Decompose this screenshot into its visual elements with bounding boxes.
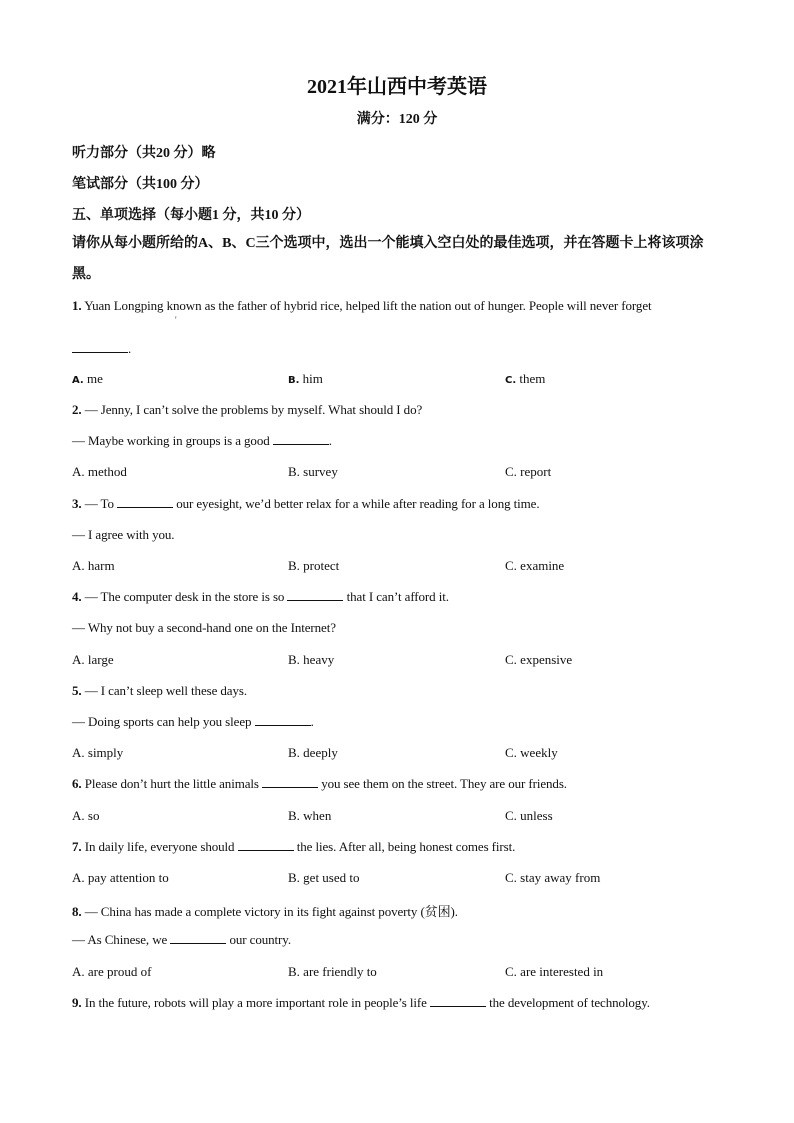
question-text: . (328, 433, 332, 448)
question-text: our country. (229, 932, 291, 947)
question-text: — China has made a complete victory in its fight against poverty (贫困). (84, 904, 458, 919)
answer-blank (287, 590, 343, 601)
full-score: 满分：120 分 (356, 112, 438, 127)
question-text: — The computer desk in the store is so (84, 589, 285, 604)
question-5-line-2 (72, 714, 732, 730)
question-text: Yuan Longping known as the father of hybrid rice, helped lift the nation out of hunger. People will never forget (84, 298, 652, 313)
listening-section: 听力部分（共20 分）略 (72, 146, 216, 161)
option-b: B. are friendly to (288, 964, 377, 979)
option-b: B. survey (288, 464, 338, 479)
question-8-line-2 (72, 932, 732, 948)
question-text: . (310, 714, 314, 729)
option-c: C. weekly (505, 745, 558, 760)
option-c: C. stay away from (505, 870, 601, 885)
option-a: A. pay attention to (72, 870, 169, 885)
option-b (288, 371, 323, 387)
question-6 (72, 776, 732, 792)
question-text: the development of technology. (489, 995, 650, 1010)
option-b: B. when (288, 808, 332, 823)
answer-blank (273, 434, 329, 445)
option-c: C. report (505, 464, 552, 479)
option-a (72, 371, 103, 387)
instruction: 请你从每小题所给的A、B、C三个选项中，选出一个能填入空白处的最佳选项，并在答题卡上将该项涂黑。 (72, 236, 704, 282)
question-text: our eyesight, we’d better relax for a while after reading for a long time. (176, 496, 540, 511)
answer-blank (255, 715, 311, 726)
question-2-line-2 (72, 433, 732, 449)
question-5 (72, 683, 732, 699)
question-7 (72, 839, 732, 855)
option-text: him (302, 371, 323, 386)
writing-section: 笔试部分（共100 分） (72, 177, 209, 192)
option-a: A. so (72, 808, 100, 823)
question-text: . (128, 341, 132, 356)
question-text: that I can’t afford it. (346, 589, 449, 604)
question-4-line-2: — Why not buy a second-hand one on the Internet? (72, 620, 336, 635)
question-3-line-2: — I agree with you. (72, 527, 175, 542)
option-c: C. expensive (505, 652, 573, 667)
question-1 (72, 298, 732, 314)
question-4 (72, 589, 732, 605)
question-number: 5. (72, 683, 82, 698)
option-b: B. heavy (288, 652, 335, 667)
answer-blank (430, 996, 486, 1007)
answer-blank (238, 840, 294, 851)
question-number: 2. (72, 402, 82, 417)
option-a: A. harm (72, 558, 115, 573)
question-number: 4. (72, 589, 82, 604)
option-a: A. large (72, 652, 114, 667)
option-letter: C. (505, 375, 517, 386)
option-b: B. protect (288, 558, 340, 573)
option-c: C. are interested in (505, 964, 604, 979)
question-text: — Jenny, I can’t solve the problems by myself. What should I do? (84, 402, 423, 417)
option-letter: A. (72, 375, 84, 386)
question-number: 1. (72, 298, 82, 313)
answer-blank (72, 342, 128, 353)
question-text: — I can’t sleep well these days. (84, 683, 247, 698)
question-8 (72, 901, 732, 920)
option-c (505, 371, 545, 387)
question-number: 8. (72, 904, 82, 919)
question-text: In the future, robots will play a more important role in people’s life (84, 995, 427, 1010)
question-number: 3. (72, 496, 82, 511)
option-b: B. deeply (288, 745, 338, 760)
option-a: A. simply (72, 745, 124, 760)
question-3 (72, 496, 732, 512)
question-1-blank-line (72, 341, 732, 357)
answer-blank (117, 497, 173, 508)
option-text: them (519, 371, 546, 386)
stray-mark: ' (175, 315, 177, 325)
option-c: C. unless (505, 808, 553, 823)
question-text: — To (84, 496, 114, 511)
question-number: 6. (72, 776, 82, 791)
question-text: you see them on the street. They are our friends. (321, 776, 567, 791)
question-text: In daily life, everyone should (84, 839, 235, 854)
option-letter: B. (288, 375, 300, 386)
answer-blank (262, 777, 318, 788)
option-a: A. method (72, 464, 127, 479)
page-title: 2021年山西中考英语 (307, 76, 487, 98)
question-number: 9. (72, 995, 82, 1010)
answer-blank (170, 933, 226, 944)
question-text: — Maybe working in groups is a good (72, 433, 270, 448)
question-text: Please don’t hurt the little animals (84, 776, 259, 791)
question-number: 7. (72, 839, 82, 854)
option-text: me (86, 371, 103, 386)
question-2 (72, 402, 732, 418)
question-text: the lies. After all, being honest comes first. (296, 839, 516, 854)
question-text: — Doing sports can help you sleep (72, 714, 252, 729)
option-c: C. examine (505, 558, 565, 573)
option-a: A. are proud of (72, 964, 152, 979)
option-b: B. get used to (288, 870, 360, 885)
part5-heading: 五、单项选择（每小题1 分，共10 分） (72, 208, 310, 223)
question-9 (72, 995, 732, 1011)
question-text: — As Chinese, we (72, 932, 168, 947)
